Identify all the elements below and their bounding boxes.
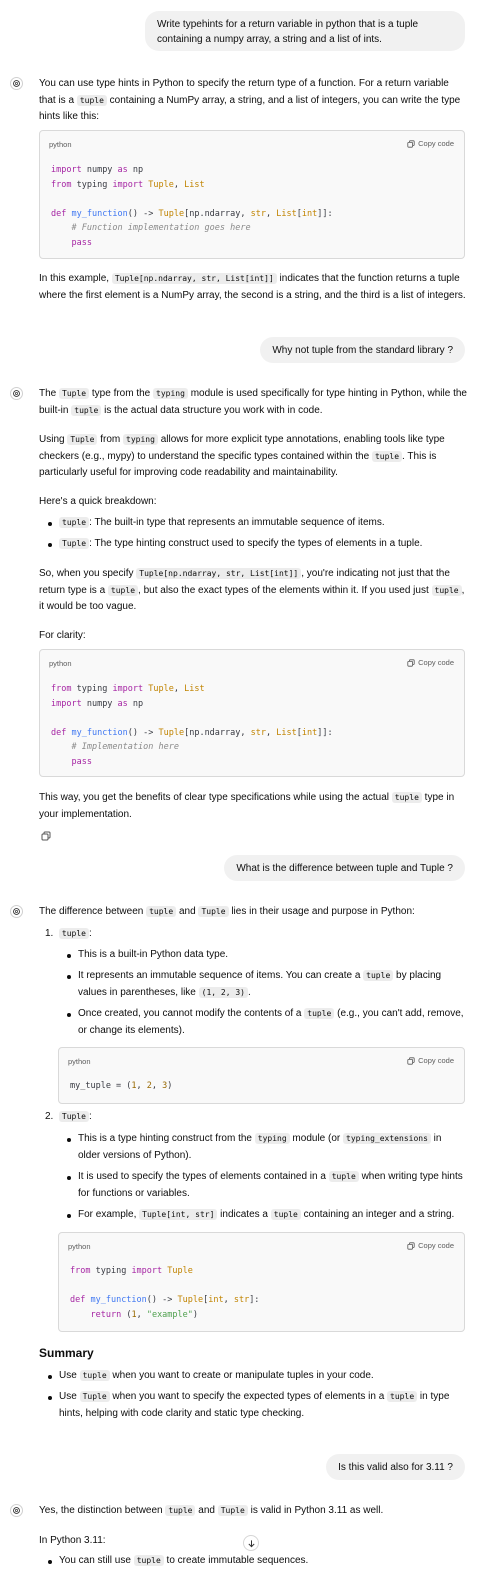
openai-logo-icon <box>12 389 21 398</box>
numbered-item: 2. Tuple : <box>45 1111 92 1122</box>
list-item: tuple : The built-in type that represents an immutable sequence of items. <box>59 515 385 532</box>
copy-icon <box>407 1057 415 1065</box>
code-language: python <box>49 659 72 668</box>
answer-paragraph: The difference between tuple and Tuple lies in their usage and purpose in Python: <box>39 906 415 917</box>
code-language: python <box>49 140 72 149</box>
numbered-item: 1. tuple : <box>45 928 92 939</box>
assistant-avatar <box>10 387 23 400</box>
copy-icon <box>407 659 415 667</box>
list-item: This is a built-in Python data type. <box>78 947 228 964</box>
answer-paragraph: Using Tuple from typing allows for more explicit type annotations, enabling tools like type checkers (e.g., mypy) to understand the specific types contained within the tuple . This is particularly useful for improving code readability and maintainability. <box>39 434 445 478</box>
user-message-text: Write typehints for a return variable in python that is a tuple containing a numpy array, a string and a list of ints. <box>157 19 419 45</box>
copy-code-button[interactable]: Copy code <box>407 136 454 153</box>
list-item: You can still use tuple to create immutable sequences. <box>59 1553 308 1570</box>
user-message <box>145 11 465 51</box>
answer-paragraph: In Python 3.11: <box>39 1535 106 1546</box>
answer-paragraph: For clarity: <box>39 630 86 641</box>
code-content: my_tuple = (1, 2, 3) <box>70 1081 173 1091</box>
answer-paragraph: In this example, Tuple[np.ndarray, str, List[int]] indicates that the function returns a tuple where the first element is a NumPy array, the second is a string, and the third is a list of integers. <box>39 273 466 301</box>
code-block <box>58 1232 465 1332</box>
answer-paragraph: So, when you specify Tuple[np.ndarray, str, List[int]] , you're indicating not just that the return type is a tuple , but also the exact types of the elements within it. If you used just tuple , it would be too vague. <box>39 568 465 612</box>
code-content: import numpy as np from typing import Tuple, List def my_function() -> Tuple[np.ndarray, str, List[int]]: # Function implementation goes here pass <box>51 165 333 248</box>
answer-paragraph: You can use type hints in Python to specify the return type of a function. For a return variable that is a tuple containing a NumPy array, a string, and a list of integers, you can write the type hints like this: <box>39 78 461 122</box>
openai-logo-icon <box>12 907 21 916</box>
copy-code-button[interactable]: Copy code <box>407 655 454 672</box>
list-item: It is used to specify the types of elements contained in a tuple when writing type hints for functions or variables. <box>78 1169 466 1202</box>
code-language: python <box>68 1242 91 1251</box>
code-block <box>39 649 465 777</box>
answer-paragraph: This way, you get the benefits of clear type specifications while using the actual tuple type in your implementation. <box>39 792 455 820</box>
summary-heading: Summary <box>39 1346 94 1360</box>
openai-logo-icon <box>12 1506 21 1515</box>
openai-logo-icon <box>12 79 21 88</box>
list-item: Once created, you cannot modify the contents of a tuple (e.g., you can't add, remove, or change its elements). <box>78 1006 466 1039</box>
arrow-down-icon <box>247 1539 256 1548</box>
code-content: from typing import Tuple, List import numpy as np def my_function() -> Tuple[np.ndarray, str, List[int]]: # Implementation here pass <box>51 684 333 767</box>
list-item: Tuple : The type hinting construct used to specify the types of elements in a tuple. <box>59 536 422 553</box>
user-message-text: Why not tuple from the standard library ? <box>272 345 453 356</box>
list-item: Use tuple when you want to create or manipulate tuples in your code. <box>59 1368 465 1385</box>
assistant-avatar <box>10 1504 23 1517</box>
code-content: from typing import Tuple def my_function() -> Tuple[int, str]: return (1, "example") <box>70 1266 260 1320</box>
answer-paragraph: The Tuple type from the typing module is used specifically for type hinting in Python, while the built-in tuple is the actual data structure you work with in code. <box>39 388 467 416</box>
assistant-avatar <box>10 77 23 90</box>
user-message-text: What is the difference between tuple and Tuple ? <box>236 863 453 874</box>
scroll-to-bottom-button[interactable] <box>243 1535 259 1551</box>
answer-paragraph: Yes, the distinction between tuple and Tuple is valid in Python 3.11 as well. <box>39 1505 384 1516</box>
answer-paragraph: Here's a quick breakdown: <box>39 496 157 507</box>
code-block <box>39 130 465 259</box>
list-item: It represents an immutable sequence of items. You can create a tuple by placing values in parentheses, like (1, 2, 3) . <box>78 968 466 1001</box>
user-message-text: Is this valid also for 3.11 ? <box>338 1462 453 1473</box>
user-message <box>260 337 465 363</box>
copy-icon <box>407 140 415 148</box>
user-message <box>224 855 465 881</box>
code-language: python <box>68 1057 91 1066</box>
code-block <box>58 1047 465 1104</box>
list-item: Use Tuple when you want to specify the expected types of elements in a tuple in type hints, helping with code clarity and static type checking. <box>59 1389 465 1422</box>
copy-code-button[interactable]: Copy code <box>407 1053 454 1070</box>
user-message <box>326 1454 465 1480</box>
assistant-avatar <box>10 905 23 918</box>
copy-code-button[interactable]: Copy code <box>407 1238 454 1255</box>
list-item: This is a type hinting construct from the typing module (or typing_extensions in older versions of Python). <box>78 1131 466 1164</box>
copy-icon <box>407 1242 415 1250</box>
copy-message-icon[interactable] <box>41 831 51 841</box>
list-item: For example, Tuple[int, str] indicates a tuple containing an integer and a string. <box>78 1207 466 1224</box>
